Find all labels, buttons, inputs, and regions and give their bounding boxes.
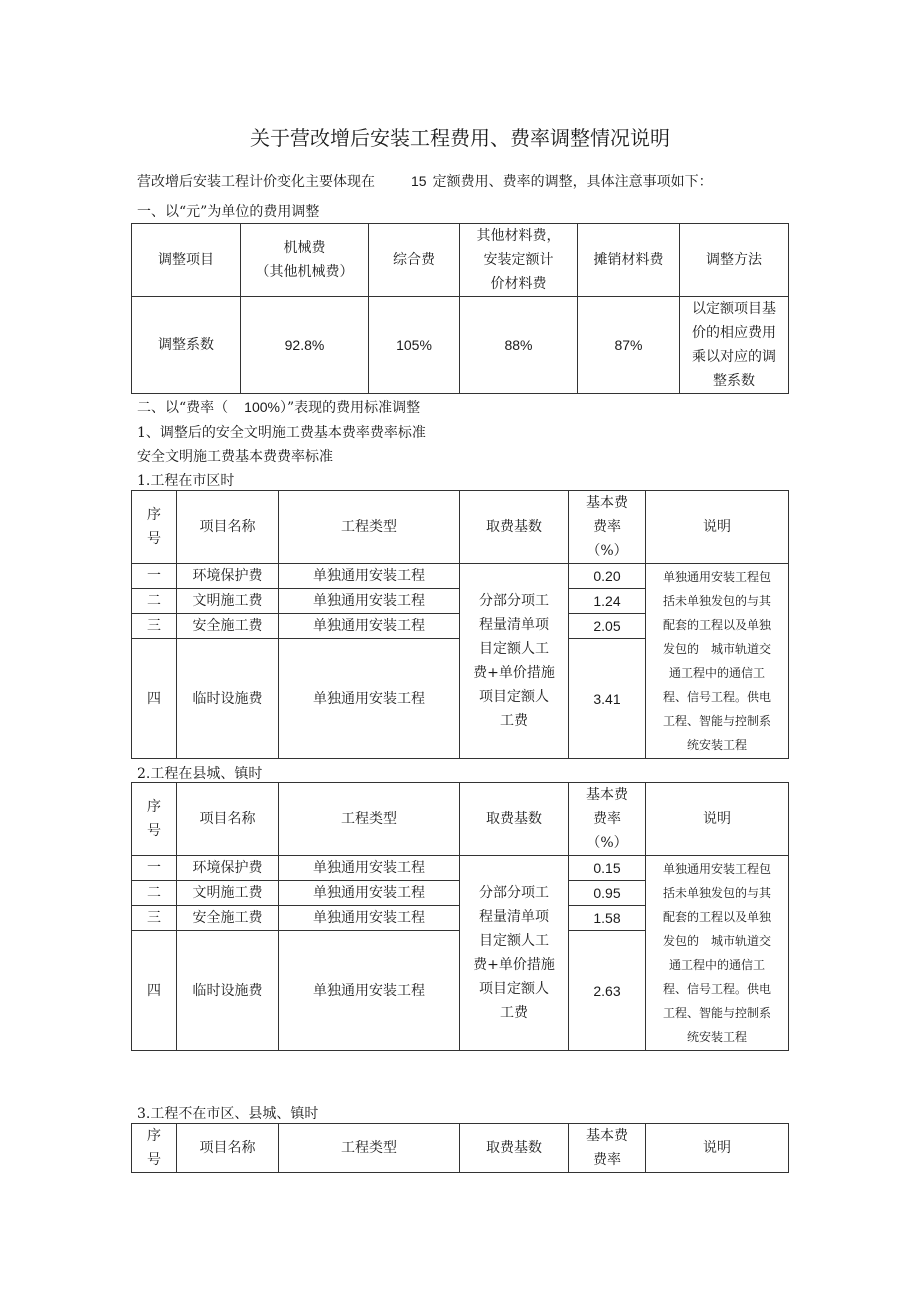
- header-overall: 综合费: [369, 224, 460, 297]
- header-seq: 序 号: [132, 1124, 177, 1173]
- adjustment-table: [131, 223, 789, 394]
- header-amort-material: 摊销材料费: [578, 224, 680, 297]
- table-header-row: [132, 783, 789, 856]
- name-cell: 环境保护费: [177, 856, 279, 881]
- name-cell: 安全施工费: [177, 906, 279, 931]
- rate-cell: 1.24: [569, 589, 646, 614]
- base-cell: 分部分项工 程量清单项 目定额人工 费+单价措施 项目定额人 工费: [460, 856, 569, 1051]
- table-header-row: [132, 491, 789, 564]
- name-cell: 临时设施费: [177, 639, 279, 759]
- rate-cell: 0.15: [569, 856, 646, 881]
- section2-sub1: 1、调整后的安全文明施工费基本费率费率标准: [137, 425, 426, 441]
- header-rate: 基本费 费率: [569, 1124, 646, 1173]
- name-cell: 文明施工费: [177, 589, 279, 614]
- intro-text: [137, 171, 713, 191]
- row-label: 调整系数: [132, 297, 241, 394]
- header-seq: 序 号: [132, 783, 177, 856]
- header-seq: 序 号: [132, 491, 177, 564]
- header-note: 说明: [646, 491, 789, 564]
- header-base: 取费基数: [460, 783, 569, 856]
- name-cell: 临时设施费: [177, 931, 279, 1051]
- base-cell: 分部分项工 程量清单项 目定额人工 费+单价措施 项目定额人 工费: [460, 564, 569, 759]
- type-cell: 单独通用安装工程: [279, 856, 460, 881]
- rate-cell: 2.05: [569, 614, 646, 639]
- tableB-heading: 2.工程在县城、镇时: [137, 766, 263, 782]
- type-cell: 单独通用安装工程: [279, 906, 460, 931]
- type-cell: 单独通用安装工程: [279, 564, 460, 589]
- type-cell: 单独通用安装工程: [279, 639, 460, 759]
- machine-value: 92.8%: [241, 297, 369, 394]
- adjustment-value-row: [132, 297, 789, 394]
- type-cell: 单独通用安装工程: [279, 881, 460, 906]
- section1-heading: 一、以“元”为单位的费用调整: [137, 204, 320, 220]
- header-machine: 机械费 （其他机械费）: [241, 224, 369, 297]
- rate-table-rural: [131, 1123, 789, 1173]
- overall-value: 105%: [369, 297, 460, 394]
- header-name: 项目名称: [177, 491, 279, 564]
- tableC-heading: 3.工程不在市区、县城、镇时: [137, 1106, 319, 1122]
- seq-cell: 三: [132, 614, 177, 639]
- document-title: 关于营改增后安装工程费用、费率调整情况说明: [250, 126, 670, 150]
- table-row: [132, 564, 789, 589]
- header-other-material: 其他材料费， 安装定额计 价材料费: [460, 224, 578, 297]
- table-header-row: [132, 1124, 789, 1173]
- other-material-value: 88%: [460, 297, 578, 394]
- header-type: 工程类型: [279, 783, 460, 856]
- section2-heading: 二、以“费率（ 100%）”表现的费用标准调整: [137, 399, 421, 416]
- amort-material-value: 87%: [578, 297, 680, 394]
- name-cell: 环境保护费: [177, 564, 279, 589]
- header-item: 调整项目: [132, 224, 241, 297]
- type-cell: 单独通用安装工程: [279, 614, 460, 639]
- method-value: 以定额项目基 价的相应费用 乘以对应的调 整系数: [680, 297, 789, 394]
- seq-cell: 二: [132, 881, 177, 906]
- seq-cell: 二: [132, 589, 177, 614]
- section2-sub2: 安全文明施工费基本费费率标准: [137, 449, 333, 465]
- seq-cell: 三: [132, 906, 177, 931]
- rate-cell: 0.20: [569, 564, 646, 589]
- type-cell: 单独通用安装工程: [279, 931, 460, 1051]
- tableA-heading: 1.工程在市区时: [137, 473, 235, 489]
- header-base: 取费基数: [460, 491, 569, 564]
- seq-cell: 一: [132, 856, 177, 881]
- adjustment-header-row: [132, 224, 789, 297]
- header-name: 项目名称: [177, 783, 279, 856]
- rate-cell: 1.58: [569, 906, 646, 931]
- header-note: 说明: [646, 783, 789, 856]
- header-name: 项目名称: [177, 1124, 279, 1173]
- header-base: 取费基数: [460, 1124, 569, 1173]
- seq-cell: 四: [132, 639, 177, 759]
- rate-table-urban: [131, 490, 789, 759]
- seq-cell: 一: [132, 564, 177, 589]
- name-cell: 文明施工费: [177, 881, 279, 906]
- header-type: 工程类型: [279, 491, 460, 564]
- header-rate: 基本费 费率 （%）: [569, 491, 646, 564]
- intro-part2: 15: [411, 173, 427, 189]
- intro-part1: 营改增后安装工程计价变化主要体现在: [137, 174, 375, 190]
- name-cell: 安全施工费: [177, 614, 279, 639]
- header-rate: 基本费 费率 （%）: [569, 783, 646, 856]
- note-cell: 单独通用安装工程包 括未单独发包的与其 配套的工程以及单独 发包的 城市轨道交 通工程中的通信工 程、信号工程。供电 工程、智能与控制系 统安装工程: [646, 564, 789, 759]
- header-method: 调整方法: [680, 224, 789, 297]
- note-cell: 单独通用安装工程包 括未单独发包的与其 配套的工程以及单独 发包的 城市轨道交 通工程中的通信工 程、信号工程。供电 工程、智能与控制系 统安装工程: [646, 856, 789, 1051]
- seq-cell: 四: [132, 931, 177, 1051]
- intro-part3: 定额费用、费率的调整，具体注意事项如下：: [432, 174, 713, 190]
- rate-cell: 3.41: [569, 639, 646, 759]
- table-row: [132, 856, 789, 881]
- rate-cell: 0.95: [569, 881, 646, 906]
- header-note: 说明: [646, 1124, 789, 1173]
- header-type: 工程类型: [279, 1124, 460, 1173]
- rate-cell: 2.63: [569, 931, 646, 1051]
- type-cell: 单独通用安装工程: [279, 589, 460, 614]
- rate-table-county: [131, 782, 789, 1051]
